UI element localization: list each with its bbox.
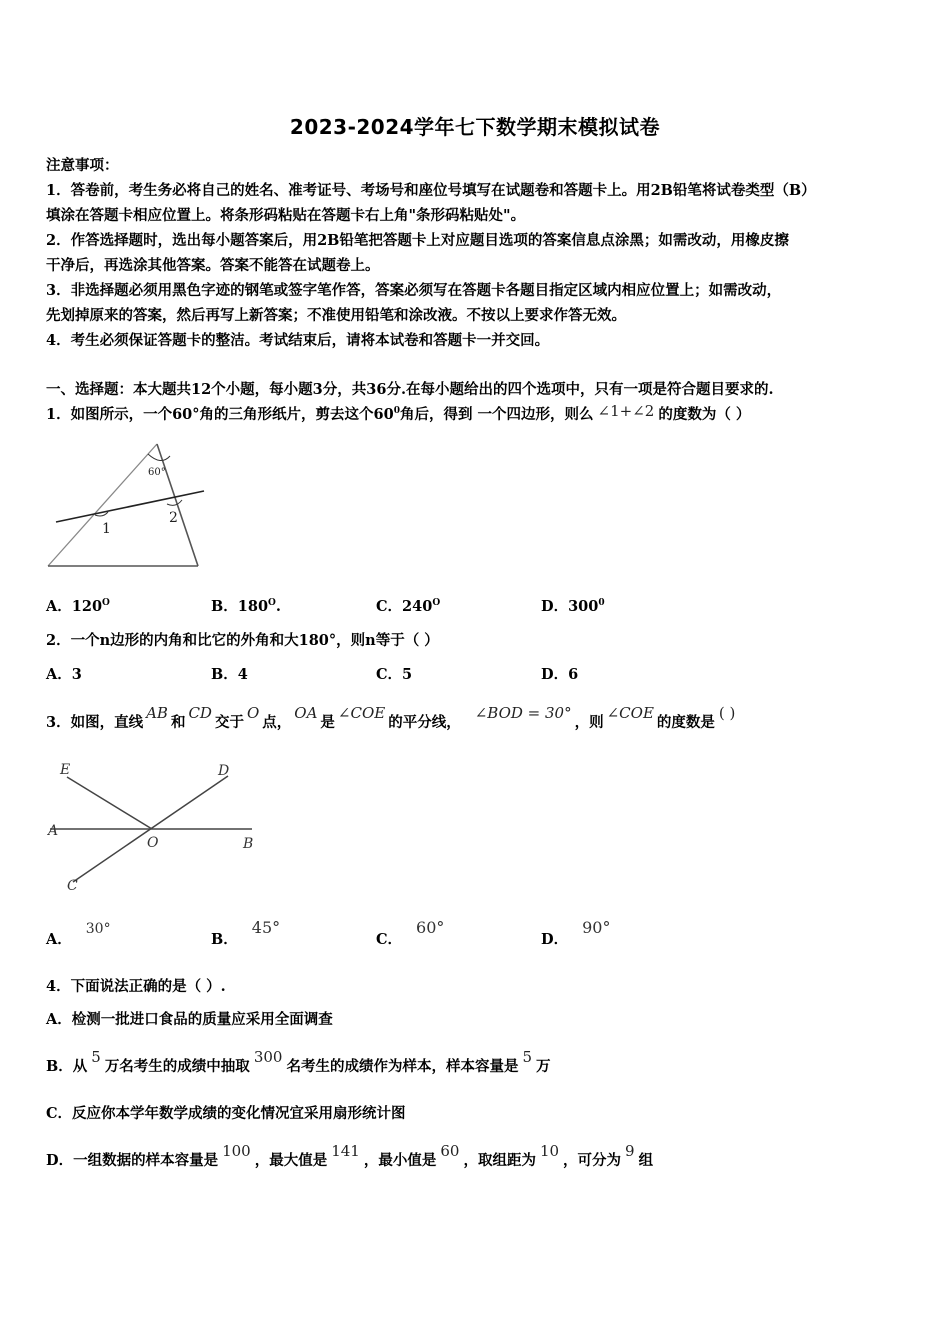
q1-math: ∠1+∠2 (597, 402, 655, 420)
option-unit: O (268, 598, 276, 608)
q3-math: ( ) (718, 704, 736, 722)
q3-option-c[interactable] (376, 918, 445, 949)
q3-label-c: C (67, 878, 78, 894)
q3-text: 交于 (214, 714, 244, 731)
option-value: 300 (568, 598, 599, 615)
option-letter: C． (376, 598, 403, 615)
q4-text: D．一组数据的样本容量是 (46, 1152, 219, 1169)
option-unit: 0 (598, 598, 605, 608)
notice-line-2: 填涂在答题卡相应位置上。将条形码粘贴在答题卡右上角"条形码粘贴处"。 (46, 207, 526, 224)
q3-option-a[interactable] (46, 921, 111, 949)
q3-text: ，则 (574, 714, 604, 731)
q2-stem: 2．一个n边形的内角和比它的外角和大180°，则n等于（ ） (46, 632, 439, 649)
q3-math: ∠COE (606, 704, 654, 722)
q3-math: CD (188, 704, 212, 722)
q3-text: 的平分线， (388, 714, 461, 731)
option-value: 240 (402, 598, 433, 615)
q4-text: 万 (536, 1058, 551, 1075)
q4-text: ，可分为 (563, 1152, 622, 1169)
q2-option-a[interactable]: A．3 (46, 666, 82, 683)
q3-ray-oe (67, 777, 152, 829)
q4-math: 300 (253, 1048, 283, 1066)
q4-text: 名考生的成绩作为样本，样本容量是 (286, 1058, 519, 1075)
q3-label-o: O (147, 835, 159, 851)
q3-math: AB (146, 704, 168, 722)
q3-math: ∠COE (337, 704, 386, 722)
q4-option-d[interactable] (46, 1142, 654, 1170)
q2-option-d[interactable]: D．6 (541, 666, 579, 683)
notice-line-1: 1．答卷前，考生务必将自己的姓名、准考证号、考场号和座位号填写在试题卷和答题卡上。用2B铅笔将试卷类型（B） (46, 182, 816, 199)
notice-line-5: 3．非选择题必须用黑色字迹的钢笔或签字笔作答，答案必须写在答题卡各题目指定区域内相应位置上；如需改动， (46, 282, 782, 299)
q4-text: ，最大值是 (254, 1152, 328, 1169)
q1-stem-sup: 0 (393, 406, 400, 416)
q4-option-c[interactable]: C．反应你本学年数学成绩的变化情况宜采用扇形统计图 (46, 1105, 406, 1122)
option-letter: A． (46, 931, 72, 948)
option-tail: . (275, 598, 281, 615)
q3-figure (40, 755, 270, 900)
notice-line-3: 2．作答选择题时，选出每小题答案后，用2B铅笔把答题卡上对应题目选项的答案信息点涂黑；如需改动，用橡皮擦 (46, 232, 789, 249)
q3-math: ∠BOD = 30° (474, 704, 572, 722)
option-letter: D． (541, 931, 569, 948)
q4-text: B．从 (46, 1058, 88, 1075)
q2-option-c[interactable]: C．5 (376, 666, 413, 683)
option-value: 45° (251, 918, 281, 937)
option-letter: B． (211, 931, 238, 948)
q3-text: 点， (262, 714, 292, 731)
q1-option-d[interactable] (541, 595, 605, 616)
option-letter: B． (211, 598, 238, 615)
q3-text: 的度数是 (656, 714, 715, 731)
q1-stem-a: 1．如图所示，一个60°角的三角形纸片，剪去这个60 (46, 406, 394, 423)
q3-label-e: E (60, 762, 71, 778)
option-unit: O (102, 598, 110, 608)
q4-text: ，取组距为 (463, 1152, 536, 1169)
option-unit: O (432, 598, 441, 608)
q1-figure (40, 440, 220, 575)
q1-option-b[interactable] (211, 595, 281, 616)
q3-option-b[interactable] (211, 918, 281, 949)
notice-line-6: 先划掉原来的答案，然后再写上新答案；不准使用铅笔和涂改液。不按以上要求作答无效。 (46, 307, 626, 324)
q1-angle-label: 60° (148, 467, 166, 478)
option-letter: C． (376, 931, 403, 948)
q1-stem-c: 的度数为（ ） (658, 406, 751, 423)
q4-option-a[interactable]: A．检测一批进口食品的质量应采用全面调查 (46, 1011, 333, 1028)
q4-text: 组 (638, 1152, 654, 1169)
q4-math: 60 (440, 1142, 460, 1160)
notice-line-4: 干净后，再选涂其他答案。答案不能答在试题卷上。 (46, 257, 380, 274)
q3-text: 是 (320, 714, 335, 731)
q3-text: 3．如图，直线 (46, 714, 144, 731)
q4-math: 100 (222, 1142, 251, 1160)
q1-label-2: 2 (169, 510, 178, 526)
page-title: 2023-2024学年七下数学期末模拟试卷 (289, 115, 661, 139)
q3-label-b: B (243, 836, 254, 852)
q3-label-a: A (48, 823, 59, 839)
q1-option-c[interactable] (376, 595, 440, 616)
q1-stem (46, 403, 750, 424)
notice-heading: 注意事项： (46, 157, 119, 174)
q4-text: ，最小值是 (363, 1152, 437, 1169)
option-value: 60° (416, 918, 445, 937)
q3-stem (46, 704, 739, 732)
q4-math: 5 (522, 1048, 532, 1066)
q3-math: O (246, 704, 260, 722)
q4-text: 万名考生的成绩中抽取 (104, 1058, 250, 1075)
q2-option-b[interactable]: B．4 (211, 666, 248, 683)
q3-text: 和 (170, 714, 186, 731)
notice-line-7: 4．考生必须保证答题卡的整洁。考试结束后，请将本试卷和答题卡一并交回。 (46, 332, 550, 349)
section-heading: 一、选择题：本大题共12个小题，每小题3分，共36分.在每小题给出的四个选项中，只有一项是符合题目要求的. (46, 381, 774, 398)
option-value: 30° (85, 921, 111, 937)
option-letter: A． (46, 598, 72, 615)
q1-label-1: 1 (102, 521, 111, 537)
q4-stem: 4．下面说法正确的是（ ）. (46, 978, 226, 995)
q4-math: 10 (539, 1142, 560, 1160)
q1-option-a[interactable] (46, 595, 110, 616)
q4-math: 141 (331, 1142, 360, 1160)
option-letter: D． (541, 598, 569, 615)
q3-math: OA (294, 704, 318, 722)
q4-math: 9 (625, 1142, 635, 1160)
q3-option-d[interactable] (541, 918, 611, 949)
option-value: 120 (71, 598, 103, 615)
q1-angle2-arc (167, 500, 182, 505)
q1-stem-b: 角后，得到 一个四边形，则么 (399, 406, 594, 423)
option-value: 90° (582, 918, 611, 937)
q4-math: 5 (91, 1048, 101, 1066)
q4-option-b[interactable] (46, 1048, 551, 1076)
option-value: 180 (237, 598, 269, 615)
q1-triangle-right (157, 444, 198, 566)
q3-label-d: D (218, 763, 230, 779)
q1-angle-arc (148, 454, 170, 461)
